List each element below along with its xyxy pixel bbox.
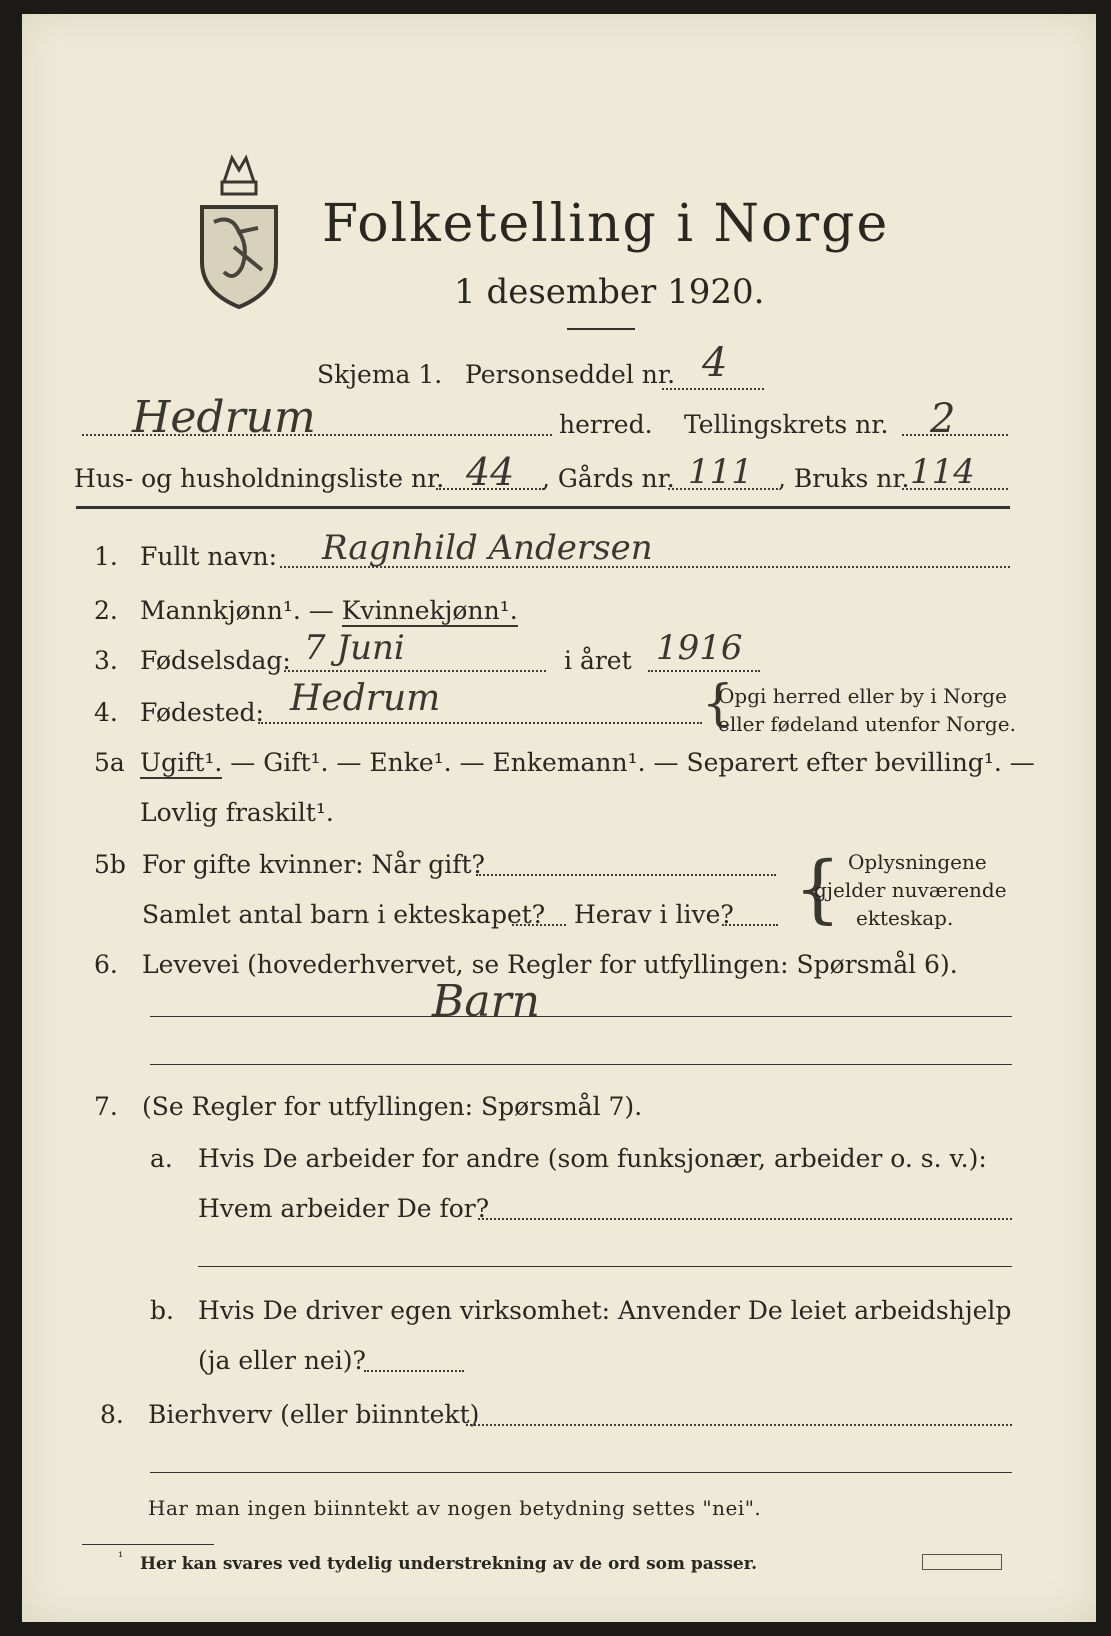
- lovlig-fraskilt-option[interactable]: Lovlig fraskilt¹.: [140, 798, 334, 827]
- q6-number: 6.: [94, 950, 118, 979]
- herred-value[interactable]: Hedrum: [132, 392, 316, 443]
- q7-number: 7.: [94, 1092, 118, 1121]
- q5a-options: [140, 748, 1035, 777]
- printer-stamp: [922, 1554, 1002, 1570]
- bruks-label: , Bruks nr.: [778, 464, 910, 493]
- birthplace-value[interactable]: Hedrum: [290, 678, 441, 719]
- skjema-label: Skjema 1.: [317, 360, 443, 389]
- q8-label: Bierhverv (eller biinntekt): [148, 1400, 480, 1429]
- q1-number: 1.: [94, 542, 118, 571]
- occupation-line-1: [150, 1016, 1012, 1017]
- footer-note: Har man ingen biinntekt av nogen betydning settes "nei".: [148, 1496, 762, 1520]
- footnote-mark: ¹: [118, 1550, 124, 1565]
- occupation-value[interactable]: Barn: [432, 976, 540, 1027]
- q4-number: 4.: [94, 698, 118, 727]
- hus-label: Hus- og husholdningsliste nr.: [74, 464, 445, 493]
- q5a-number: 5a: [94, 748, 125, 777]
- q7-label: (Se Regler for utfyllingen: Spørsmål 7).: [142, 1092, 643, 1121]
- employer-line-2: [198, 1266, 1012, 1267]
- q3-number: 3.: [94, 646, 118, 675]
- q7a-text: Hvis De arbeider for andre (som funksjonær, arbeider o. s. v.):: [198, 1144, 987, 1173]
- bruks-value[interactable]: 114: [910, 452, 975, 492]
- q5a-other-options[interactable]: — Gift¹. — Enke¹. — Enkemann¹. — Separert efter bevilling¹. —: [222, 748, 1035, 777]
- q5b-note-line2: gjelder nuværende: [814, 878, 1007, 902]
- side-income-field[interactable]: [466, 1424, 1012, 1426]
- ugift-option[interactable]: Ugift¹.: [140, 748, 223, 777]
- q4-note-line1: Opgi herred eller by i Norge: [718, 684, 1007, 708]
- q5b-brace: {: [794, 846, 842, 932]
- children-count-field[interactable]: [512, 924, 566, 926]
- q2-separator: —: [300, 596, 342, 625]
- male-option[interactable]: Mannkjønn¹.: [140, 596, 301, 625]
- hus-value[interactable]: 44: [466, 450, 515, 494]
- q7b-text: Hvis De driver egen virksomhet: Anvender De leiet arbeidshjelp: [198, 1296, 1012, 1325]
- q4-label: Fødested:: [140, 698, 264, 727]
- q3-year-label: i året: [564, 646, 632, 675]
- footnote-text: Her kan svares ved tydelig understrekning av de ord som passer.: [140, 1554, 758, 1574]
- header-divider: [76, 506, 1010, 509]
- occupation-line-2: [150, 1064, 1012, 1065]
- q3-label: Fødselsdag:: [140, 646, 291, 675]
- census-form-page: [22, 14, 1096, 1622]
- hired-help-field[interactable]: [364, 1370, 464, 1372]
- q2-number: 2.: [94, 596, 118, 625]
- footnote-divider: [82, 1544, 214, 1545]
- q5b-note-line3: ekteskap.: [856, 906, 954, 930]
- tellingskrets-label: Tellingskrets nr.: [684, 410, 889, 439]
- gards-label: , Gårds nr.: [542, 464, 675, 493]
- gards-value[interactable]: 111: [688, 452, 753, 492]
- herred-label: herred.: [559, 410, 653, 439]
- title-divider: [567, 328, 635, 330]
- q5b-label-children: Samlet antal barn i ekteskapet?: [142, 900, 546, 929]
- full-name-value[interactable]: Ragnhild Andersen: [322, 528, 653, 568]
- q5b-label-alive: Herav i live?: [574, 900, 734, 929]
- tellingskrets-value[interactable]: 2: [930, 396, 956, 442]
- personseddel-value[interactable]: 4: [702, 340, 728, 386]
- q7b-letter: b.: [150, 1296, 174, 1325]
- female-option[interactable]: Kvinnekjønn¹.: [341, 596, 518, 625]
- children-alive-field[interactable]: [722, 924, 778, 926]
- form-title: Folketelling i Norge: [322, 194, 890, 254]
- side-income-line-2: [150, 1472, 1012, 1473]
- q2-sex-options: [140, 596, 518, 625]
- q7a-text2: Hvem arbeider De for?: [198, 1194, 490, 1223]
- census-date: 1 desember 1920.: [454, 272, 765, 312]
- q4-brace: {: [702, 674, 734, 732]
- married-date-field[interactable]: [476, 874, 776, 876]
- q7b-text2: (ja eller nei)?: [198, 1346, 366, 1375]
- q8-number: 8.: [100, 1400, 124, 1429]
- q4-note-line2: eller fødeland utenfor Norge.: [718, 712, 1016, 736]
- q5b-label-married: For gifte kvinner: Når gift?: [142, 850, 485, 879]
- birth-year-value[interactable]: 1916: [656, 628, 743, 668]
- coat-of-arms-icon: [194, 152, 284, 312]
- q6-label: Levevei (hovederhvervet, se Regler for utfyllingen: Spørsmål 6).: [142, 950, 958, 979]
- q5b-number: 5b: [94, 850, 126, 879]
- birthday-value[interactable]: 7 Juni: [304, 628, 405, 668]
- q5b-note-line1: Oplysningene: [848, 850, 987, 874]
- employer-field[interactable]: [478, 1218, 1012, 1220]
- q7a-letter: a.: [150, 1144, 173, 1173]
- q1-label: Fullt navn:: [140, 542, 278, 571]
- personseddel-label: Personseddel nr.: [465, 360, 676, 389]
